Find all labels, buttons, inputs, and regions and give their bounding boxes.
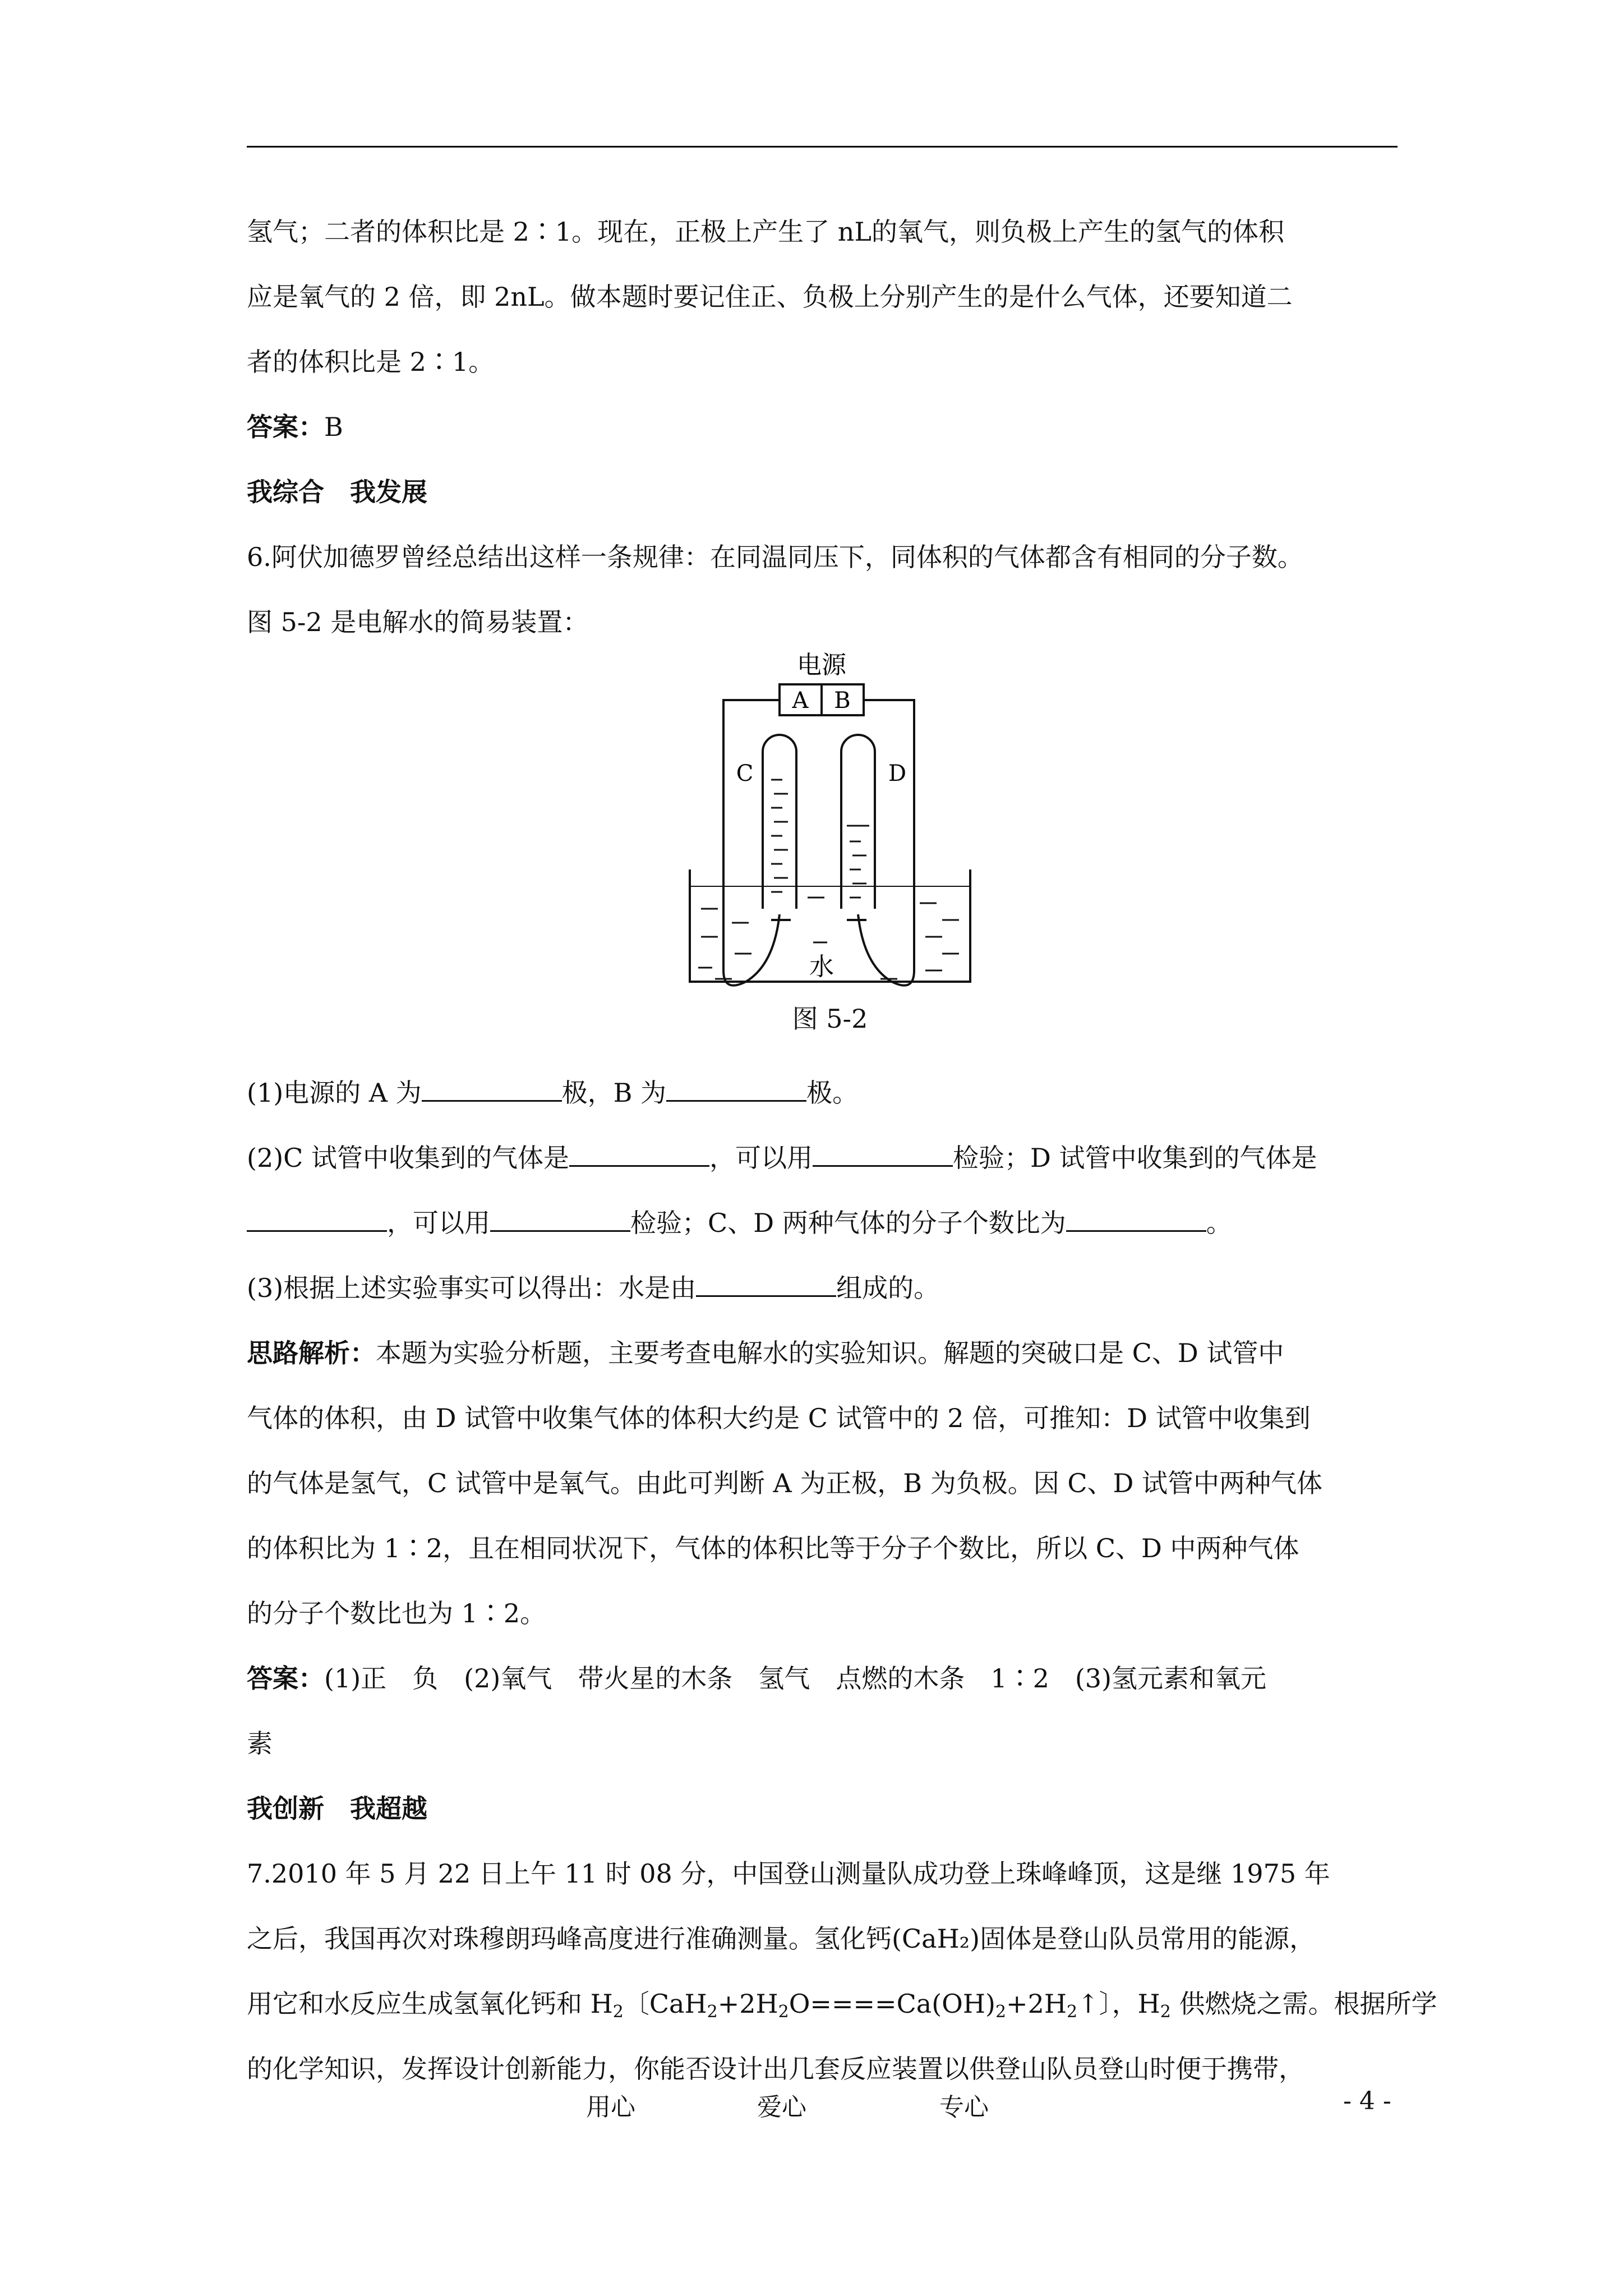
- subscript: 2: [778, 2002, 789, 2022]
- answer-label: 答案：: [247, 412, 324, 442]
- tube-d-label: D: [888, 761, 907, 786]
- text-run: 检验；C、D 两种气体的分子个数比为: [630, 1208, 1066, 1238]
- question-6-body: [247, 1060, 1437, 2101]
- answer-label: 答案：: [247, 1663, 324, 1694]
- answer-5: [247, 394, 1398, 459]
- terminal-b-label: B: [834, 688, 851, 714]
- footer-word: 用心: [586, 2093, 635, 2122]
- subscript: 2: [995, 2002, 1007, 2022]
- question-6-part-2-cont: [247, 1190, 1398, 1255]
- subscript: 2: [1066, 2002, 1078, 2022]
- text-line: 者的体积比是 2∶1。: [247, 347, 495, 377]
- text-run: +2H: [1006, 1989, 1067, 2019]
- text-run: 供燃烧之需。根据所学: [1170, 1989, 1437, 2019]
- subscript: 2: [612, 2002, 624, 2022]
- text-run: (2)C 试管中收集到的气体是: [247, 1143, 569, 1173]
- answer-blank: [666, 1078, 806, 1102]
- subscript: 2: [707, 2002, 718, 2022]
- text-run: 极。: [806, 1078, 859, 1108]
- analysis-line: 的分子个数比也为 1∶2。: [247, 1598, 546, 1628]
- terminal-a-label: A: [792, 688, 809, 714]
- question-7-line: [247, 1971, 1437, 2036]
- question-6-part-3: [247, 1255, 1398, 1320]
- text-run: (3)根据上述实验事实可以得出：水是由: [247, 1273, 697, 1303]
- water-label: 水: [809, 953, 834, 981]
- answer-6-line: [247, 1646, 1398, 1711]
- text-run: 。: [1206, 1208, 1232, 1238]
- electrolysis-apparatus-figure: [679, 651, 981, 999]
- question-6-line: 图 5-2 是电解水的简易装置：: [247, 607, 589, 637]
- section-heading: 我综合 我发展: [247, 477, 427, 507]
- question-7-line: 7.2010 年 5 月 22 日上午 11 时 08 分，中国登山测量队成功登上珠峰峰顶，这是继 1975 年: [247, 1858, 1330, 1889]
- text-run: +2H: [717, 1989, 778, 2019]
- question-7-line: 之后，我国再次对珠穆朗玛峰高度进行准确测量。氢化钙(CaH₂)固体是登山队员常用的能源，: [247, 1924, 1316, 1954]
- text-run: 组成的。: [836, 1273, 940, 1303]
- section-heading: 我创新 我超越: [247, 1793, 427, 1824]
- answer-value: B: [324, 412, 343, 442]
- text-run: (1)正 负 (2)氧气 带火星的木条 氢气 点燃的木条 1∶2 (3)氢元素和氧元: [324, 1663, 1267, 1694]
- question-6-part-2: [247, 1125, 1398, 1190]
- answer-blank: [247, 1208, 387, 1232]
- text-line: 氢气；二者的体积比是 2∶1。现在，正极上产生了 nL的氧气，则负极上产生的氢气的体积: [247, 217, 1284, 247]
- analysis-label: 思路解析：: [247, 1338, 376, 1368]
- answer-blank: [813, 1143, 953, 1167]
- text-run: ↑〕，H: [1077, 1989, 1160, 2019]
- answer-6-line: 素: [247, 1728, 273, 1759]
- power-label: 电源: [797, 651, 846, 679]
- page-number: - 4 -: [1343, 2087, 1391, 2115]
- subscript: 2: [1160, 2002, 1171, 2022]
- text-line: 应是氧气的 2 倍，即 2nL。做本题时要记住正、负极上分别产生的是什么气体，还要知道二: [247, 282, 1293, 312]
- text-run: ，可以用: [709, 1143, 813, 1173]
- header-rule: [247, 146, 1398, 148]
- analysis-line: 气体的体积，由 D 试管中收集气体的体积大约是 C 试管中的 2 倍，可推知：D 试管中收集到: [247, 1403, 1311, 1433]
- analysis-line: [247, 1320, 1398, 1386]
- answer-blank: [696, 1273, 836, 1297]
- text-run: 本题为实验分析题，主要考查电解水的实验知识。解题的突破口是 C、D 试管中: [376, 1338, 1284, 1368]
- text-run: 检验；D 试管中收集到的气体是: [952, 1143, 1317, 1173]
- text-run: O====Ca(OH): [789, 1989, 995, 2019]
- figure-caption: 图 5-2: [792, 1004, 868, 1034]
- text-run: 用它和水反应生成氢氧化钙和 H: [247, 1989, 613, 2019]
- text-run: 极，B 为: [561, 1078, 667, 1108]
- analysis-line: 的气体是氢气，C 试管中是氧气。由此可判断 A 为正极，B 为负极。因 C、D 试管中两种气体: [247, 1468, 1323, 1498]
- answer-blank: [1066, 1208, 1206, 1232]
- question-7-line: 的化学知识，发挥设计创新能力，你能否设计出几套反应装置以供登山队员登山时便于携带，: [247, 2054, 1304, 2084]
- question-6-line: 6.阿伏加德罗曾经总结出这样一条规律：在同温同压下，同体积的气体都含有相同的分子数。: [247, 542, 1303, 572]
- answer-blank: [490, 1208, 630, 1232]
- solution-continuation: [247, 199, 1398, 655]
- answer-blank: [422, 1078, 562, 1102]
- text-run: (1)电源的 A 为: [247, 1078, 422, 1108]
- question-6-part-1: [247, 1060, 1398, 1125]
- footer-word: 专心: [939, 2093, 989, 2122]
- answer-blank: [569, 1143, 709, 1167]
- text-run: ，可以用: [387, 1208, 490, 1238]
- footer-word: 爱心: [757, 2093, 806, 2122]
- tube-c-label: C: [736, 761, 754, 786]
- text-run: 〔CaH: [623, 1989, 707, 2019]
- analysis-line: 的体积比为 1∶2，且在相同状况下，气体的体积比等于分子个数比，所以 C、D 中两种气体: [247, 1533, 1299, 1563]
